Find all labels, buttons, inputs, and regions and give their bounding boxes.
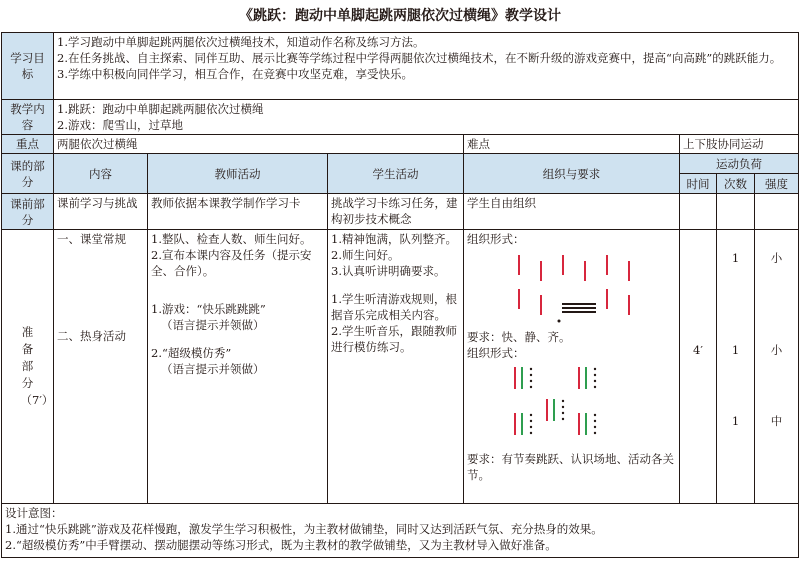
pre-teacher: 教师依据本课教学制作学习卡 xyxy=(148,194,328,230)
pre-student: 挑战学习卡练习任务，建构初步技术概念 xyxy=(328,194,464,230)
objective-1: 1.学习跑动中单脚起跳两腿依次过横绳技术，知道动作名称及练习方法。 xyxy=(57,35,425,49)
objective-3: 3.学练中积极向同伴学习，相互合作，在竞赛中攻坚克难，享受快乐。 xyxy=(57,67,413,81)
design-item-2: 2.“超级模仿秀”中手臂摆动、摆动腿摆动等练习形式，既为主教材的教学做铺垫，又为主教材导入做好准备。 xyxy=(5,538,557,552)
header-load: 运动负荷 xyxy=(680,154,799,174)
key-value: 两腿依次过横绳 xyxy=(54,135,464,154)
lesson-table xyxy=(1,32,799,558)
prep-content-1: 一、课堂常规 xyxy=(57,232,126,246)
header-part: 课的部分 xyxy=(2,154,54,194)
objectives-cell xyxy=(54,33,799,100)
key-label: 重点 xyxy=(2,135,54,154)
content-cell xyxy=(54,100,799,135)
prep-counts: 1 1 1 xyxy=(717,230,755,504)
prep-part: 准备部分（7′） xyxy=(2,230,54,504)
pre-content: 课前学习与挑战 xyxy=(54,194,148,230)
prep-content-2: 二、热身活动 xyxy=(57,329,126,343)
difficulty-value: 上下肢协同运动 xyxy=(680,135,799,154)
header-org: 组织与要求 xyxy=(464,154,680,194)
objective-2: 2.在任务挑战、自主探索、同伴互助、展示比赛等学练过程中学得两腿依次过横绳技术，在不断升级的游戏竞赛中，提高“向高跳”的跳跃能力。 xyxy=(57,51,782,65)
prep-intensities: 小 小 中 xyxy=(755,230,799,504)
content-label: 教学内容 xyxy=(2,100,54,135)
header-time: 时间 xyxy=(680,174,717,194)
difficulty-label: 难点 xyxy=(464,135,680,154)
design-label: 设计意图： xyxy=(5,506,63,520)
page-title: 《跳跃：跑动中单脚起跳两腿依次过横绳》教学设计 xyxy=(239,8,561,24)
formation-diagram-2 xyxy=(467,361,667,451)
prep-org: 组织形式： 要求：快、静、齐。 组织形式： 要求：有节奏跳跃、认识场地、活动各关节。 xyxy=(464,230,680,504)
design-item-1: 1.通过“快乐跳跳”游戏及花样慢跑，激发学生学习积极性，为主教材做铺垫，同时又达到活跃气氛、充分热身的效果。 xyxy=(5,522,603,536)
header-teacher: 教师活动 xyxy=(148,154,328,194)
prep-content xyxy=(54,230,148,504)
prep-teacher: 1.整队、检查人数、师生问好。 2.宣布本课内容及任务（提示安全、合作）。 1.游戏：“快乐跳跳跳” （语言提示并领做） 2.“超级模仿秀” （语言提示并领做） xyxy=(148,230,328,504)
content-item-2: 2.游戏：爬雪山，过草地 xyxy=(57,118,183,132)
content-item-1: 1.跳跃：跑动中单脚起跳两腿依次过横绳 xyxy=(57,102,264,116)
formation-diagram-1 xyxy=(467,247,667,329)
header-content: 内容 xyxy=(54,154,148,194)
header-count: 次数 xyxy=(717,174,755,194)
prep-student: 1.精神饱满，队列整齐。 2.师生问好。 3.认真听讲明确要求。 1.学生听清游戏规则，根据音乐完成相关内容。 2.学生听音乐，跟随教师进行模仿练习。 xyxy=(328,230,464,504)
pre-part: 课前部分 xyxy=(2,194,54,230)
objectives-label: 学习目标 xyxy=(2,33,54,100)
prep-time: 4′ xyxy=(680,230,717,504)
header-intensity: 强度 xyxy=(755,174,799,194)
header-student: 学生活动 xyxy=(328,154,464,194)
design-intent xyxy=(2,504,799,558)
pre-org: 学生自由组织 xyxy=(464,194,680,230)
